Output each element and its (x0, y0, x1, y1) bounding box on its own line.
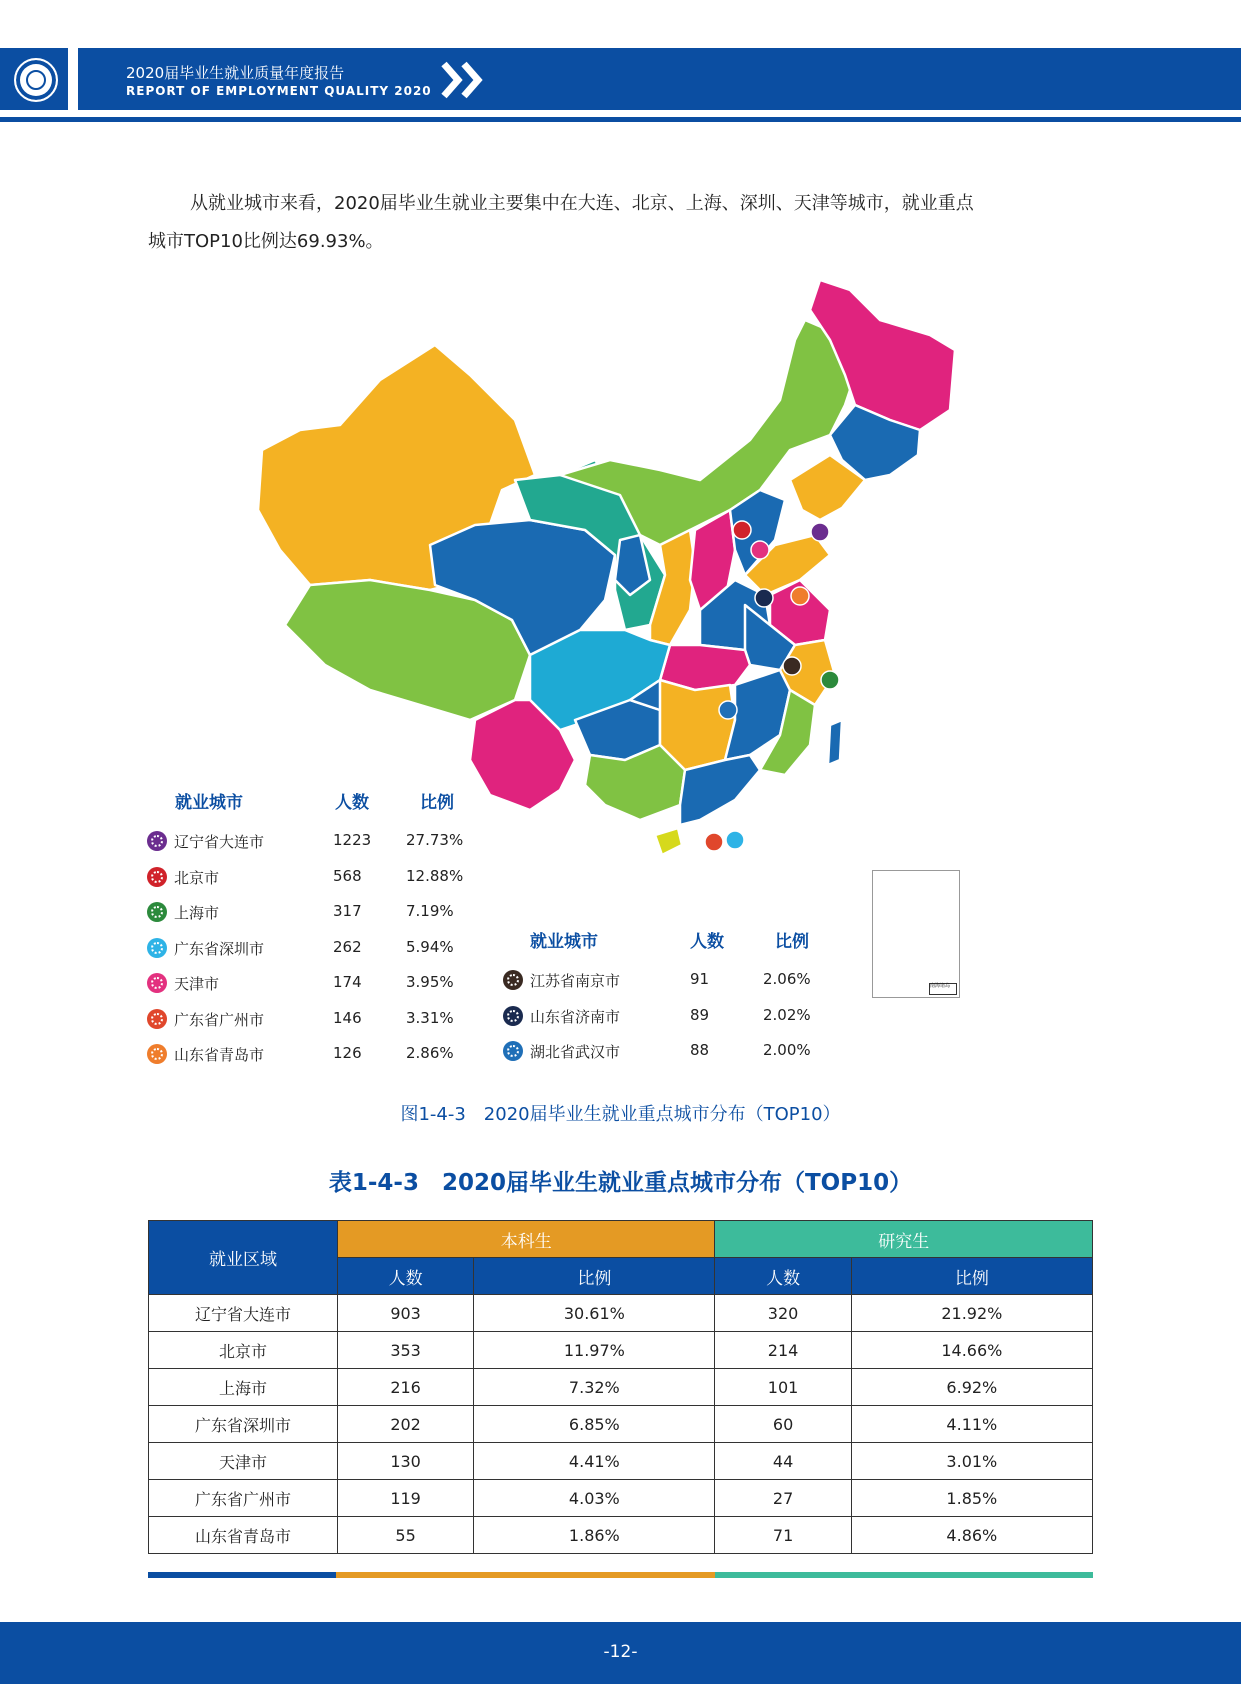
cell-ug-count: 903 (338, 1295, 474, 1332)
logo-panel (0, 48, 68, 110)
legend-count: 91 (690, 970, 710, 988)
title-bar (78, 48, 1241, 110)
cell-pg-ratio: 4.11% (851, 1406, 1092, 1443)
intro-line-1: 从就业城市来看，2020届毕业生就业主要集中在大连、北京、上海、深圳、天津等城市，就业重点 (190, 193, 974, 214)
cell-pg-count: 27 (715, 1480, 851, 1517)
city-marker-icon (147, 867, 167, 887)
cell-ug-ratio: 11.97% (474, 1332, 715, 1369)
city-marker-icon (503, 970, 523, 990)
marker-shanghai (821, 671, 839, 689)
marker-dalian (811, 523, 829, 541)
cell-pg-count: 60 (715, 1406, 851, 1443)
marker-beijing (733, 521, 751, 539)
header-pg-count: 人数 (715, 1258, 851, 1295)
legend-ratio: 7.19% (406, 902, 454, 920)
table-row (149, 1480, 1093, 1517)
legend-city: 广东省广州市 (174, 1010, 265, 1029)
legend-city: 北京市 (174, 868, 220, 887)
legend-row (147, 934, 476, 964)
legend-row (147, 1005, 476, 1035)
cell-pg-count: 320 (715, 1295, 851, 1332)
legend-left-ratio-header: 比例 (420, 793, 454, 813)
city-marker-icon (147, 938, 167, 958)
cell-pg-ratio: 1.85% (851, 1480, 1092, 1517)
legend-row (147, 863, 476, 893)
legend-right-city-header: 就业城市 (530, 932, 598, 952)
legend-row (503, 1037, 833, 1067)
legend-city: 上海市 (174, 904, 220, 922)
table-bottom-bar-ug (336, 1572, 715, 1578)
header-divider (0, 117, 1241, 122)
table-row (149, 1295, 1093, 1332)
region-hainan (655, 828, 682, 855)
figure-caption: 图1-4-3 2020届毕业生就业重点城市分布（TOP10） (400, 1104, 841, 1125)
page-footer (0, 1622, 1241, 1684)
marker-nanjing (783, 657, 801, 675)
legend-count: 174 (333, 973, 362, 991)
legend-row (503, 1002, 833, 1032)
report-header (0, 48, 1241, 110)
report-title-cn: 2020届毕业生就业质量年度报告 (126, 64, 345, 82)
intro-paragraph (148, 185, 1093, 261)
page-number: -12- (603, 1642, 638, 1662)
university-logo (14, 58, 58, 102)
cell-pg-count: 71 (715, 1517, 851, 1554)
legend-row (147, 827, 476, 857)
header-region: 就业区域 (149, 1221, 338, 1295)
legend-count: 1223 (333, 831, 372, 849)
legend-ratio: 12.88% (406, 866, 464, 885)
legend-right-count-header: 人数 (690, 932, 724, 952)
cell-ug-ratio: 30.61% (474, 1295, 715, 1332)
cell-ug-ratio: 1.86% (474, 1517, 715, 1554)
table-row (149, 1406, 1093, 1443)
legend-ratio: 2.86% (406, 1044, 454, 1062)
cell-pg-ratio: 3.01% (851, 1443, 1092, 1480)
header-ug-ratio: 比例 (474, 1258, 715, 1295)
city-marker-icon (147, 831, 167, 851)
cell-ug-ratio: 4.41% (474, 1443, 715, 1480)
legend-count: 88 (690, 1041, 710, 1059)
legend-count: 126 (333, 1044, 362, 1062)
city-marker-icon (147, 1044, 167, 1064)
legend-ratio: 2.02% (763, 1005, 811, 1024)
legend-ratio: 3.31% (406, 1008, 454, 1027)
double-chevron-icon (440, 60, 488, 100)
cell-region: 天津市 (149, 1443, 338, 1480)
cell-pg-count: 214 (715, 1332, 851, 1369)
legend-ratio: 2.06% (763, 970, 811, 988)
inset-label: 南海诸岛 (929, 983, 957, 995)
legend-row (503, 966, 833, 996)
intro-line-2: 城市TOP10比例达69.93%。 (148, 231, 384, 252)
legend-city: 江苏省南京市 (530, 972, 621, 990)
city-marker-icon (503, 1006, 523, 1026)
region-taiwan (828, 720, 842, 765)
table-row (149, 1332, 1093, 1369)
china-city-map (230, 280, 1020, 920)
legend-city: 天津市 (174, 975, 220, 993)
cell-ug-count: 55 (338, 1517, 474, 1554)
marker-guangzhou (705, 833, 723, 851)
legend-city: 湖北省武汉市 (530, 1043, 621, 1061)
table-title: 表1-4-3 2020届毕业生就业重点城市分布（TOP10） (328, 1170, 913, 1196)
legend-city: 山东省济南市 (530, 1007, 621, 1026)
cell-ug-ratio: 4.03% (474, 1480, 715, 1517)
legend-ratio: 3.95% (406, 973, 454, 991)
legend-ratio: 5.94% (406, 937, 454, 956)
cell-ug-count: 353 (338, 1332, 474, 1369)
cell-region: 北京市 (149, 1332, 338, 1369)
legend-left-city-header: 就业城市 (175, 793, 243, 813)
legend-count: 568 (333, 866, 362, 885)
city-distribution-table (148, 1220, 1093, 1554)
legend-row (147, 969, 476, 999)
legend-count: 146 (333, 1008, 362, 1027)
table-row (149, 1517, 1093, 1554)
header-pg-ratio: 比例 (851, 1258, 1092, 1295)
legend-row (147, 1040, 476, 1070)
cell-pg-ratio: 4.86% (851, 1517, 1092, 1554)
city-marker-icon (503, 1041, 523, 1061)
cell-region: 广东省广州市 (149, 1480, 338, 1517)
legend-count: 262 (333, 937, 362, 956)
legend-count: 317 (333, 902, 362, 920)
table-bottom-bar-region (148, 1572, 336, 1578)
marker-jinan (755, 589, 773, 607)
header-undergraduate: 本科生 (338, 1221, 715, 1258)
legend-ratio: 27.73% (406, 831, 464, 849)
marker-shenzhen (726, 831, 744, 849)
cell-pg-ratio: 14.66% (851, 1332, 1092, 1369)
legend-ratio: 2.00% (763, 1041, 811, 1059)
cell-pg-count: 101 (715, 1369, 851, 1406)
legend-count: 89 (690, 1005, 710, 1024)
cell-ug-ratio: 6.85% (474, 1406, 715, 1443)
city-marker-icon (147, 1009, 167, 1029)
report-title-en: REPORT OF EMPLOYMENT QUALITY 2020 (126, 84, 432, 98)
marker-tianjin (751, 541, 769, 559)
legend-row (147, 898, 476, 928)
cell-ug-count: 130 (338, 1443, 474, 1480)
table-bottom-bar-pg (715, 1572, 1093, 1578)
table-row (149, 1369, 1093, 1406)
city-marker-icon (147, 973, 167, 993)
cell-region: 辽宁省大连市 (149, 1295, 338, 1332)
marker-qingdao (791, 587, 809, 605)
legend-left-count-header: 人数 (335, 793, 369, 813)
cell-pg-ratio: 6.92% (851, 1369, 1092, 1406)
cell-ug-ratio: 7.32% (474, 1369, 715, 1406)
cell-region: 广东省深圳市 (149, 1406, 338, 1443)
legend-city: 广东省深圳市 (174, 939, 265, 958)
city-marker-icon (147, 902, 167, 922)
header-ug-count: 人数 (338, 1258, 474, 1295)
cell-ug-count: 202 (338, 1406, 474, 1443)
legend-right-ratio-header: 比例 (775, 932, 809, 952)
table-row (149, 1443, 1093, 1480)
legend-city: 山东省青岛市 (174, 1046, 265, 1064)
marker-wuhan (719, 701, 737, 719)
cell-region: 上海市 (149, 1369, 338, 1406)
cell-ug-count: 216 (338, 1369, 474, 1406)
region-guangxi (585, 745, 685, 820)
cell-pg-count: 44 (715, 1443, 851, 1480)
south-china-sea-inset (872, 870, 960, 998)
cell-region: 山东省青岛市 (149, 1517, 338, 1554)
cell-ug-count: 119 (338, 1480, 474, 1517)
cell-pg-ratio: 21.92% (851, 1295, 1092, 1332)
header-postgraduate: 研究生 (715, 1221, 1093, 1258)
legend-city: 辽宁省大连市 (174, 833, 265, 851)
